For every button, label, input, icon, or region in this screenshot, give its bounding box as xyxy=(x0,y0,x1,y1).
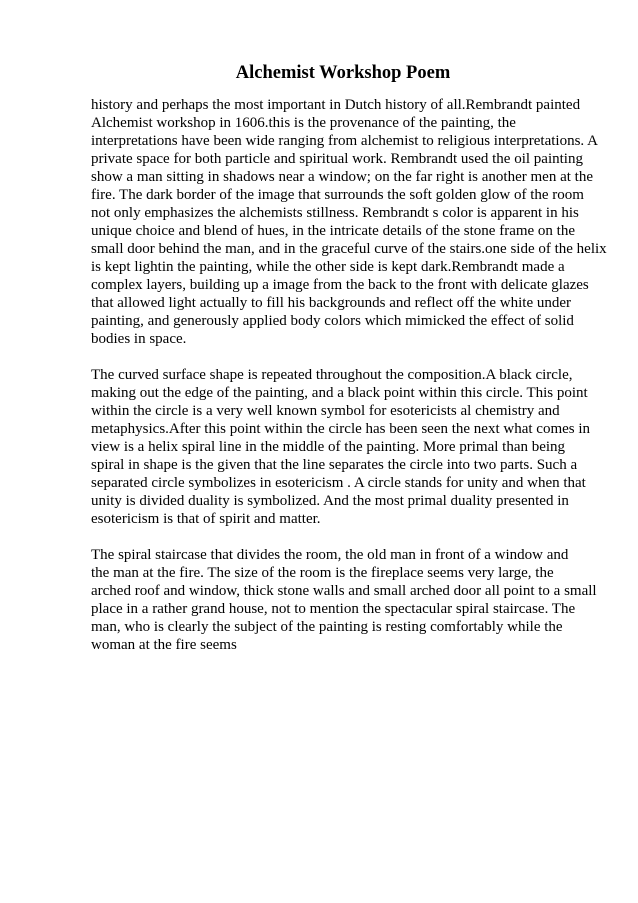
text-line: history and perhaps the most important in Dutch history of all.Rembrandt painted xyxy=(91,97,581,113)
text-line: making out the edge of the painting, and a black point within this circle. This point xyxy=(91,385,588,401)
document-title: Alchemist Workshop Poem xyxy=(235,63,451,83)
text-line: The curved surface shape is repeated throughout the composition.A black circle, xyxy=(91,367,573,383)
document-body xyxy=(91,96,611,672)
text-line: place in a rather grand house, not to mention the spectacular spiral staircase. The xyxy=(91,601,576,617)
text-line: painting, and generously applied body colors which mimicked the effect of solid xyxy=(91,313,574,329)
text-line: woman at the fire seems xyxy=(91,637,237,653)
text-line: interpretations have been wide ranging from alchemist to religious interpretations. A xyxy=(91,133,598,149)
paragraph-2 xyxy=(91,366,611,528)
paragraph-3 xyxy=(91,546,611,654)
paragraph-1 xyxy=(91,96,611,348)
text-line: Alchemist workshop in 1606.this is the provenance of the painting, the xyxy=(91,115,516,131)
text-line: bodies in space. xyxy=(91,331,187,347)
text-line: unique choice and blend of hues, in the intricate details of the stone frame on the xyxy=(91,223,576,239)
text-line: The spiral staircase that divides the room, the old man in front of a window and xyxy=(91,547,569,563)
text-line: esotericism is that of spirit and matter. xyxy=(91,511,321,527)
text-line: fire. The dark border of the image that surrounds the soft golden glow of the room xyxy=(91,187,584,203)
text-line: not only emphasizes the alchemists stillness. Rembrandt s color is apparent in his xyxy=(91,205,579,221)
text-line: arched roof and window, thick stone walls and small arched door all point to a small xyxy=(91,583,597,599)
text-line: view is a helix spiral line in the middle of the painting. More primal than being xyxy=(91,439,566,455)
text-line: complex layers, building up a image from the back to the front with delicate glazes xyxy=(91,277,589,293)
text-line: is kept lightin the painting, while the other side is kept dark.Rembrandt made a xyxy=(91,259,565,275)
text-line: within the circle is a very well known symbol for esotericists al chemistry and xyxy=(91,403,560,419)
text-line: separated circle symbolizes in esotericism . A circle stands for unity and when that xyxy=(91,475,586,491)
text-line: show a man sitting in shadows near a window; on the far right is another men at the xyxy=(91,169,593,185)
text-line: that allowed light actually to fill his backgrounds and reflect off the white under xyxy=(91,295,571,311)
text-line: unity is divided duality is symbolized. And the most primal duality presented in xyxy=(91,493,569,509)
text-line: private space for both particle and spiritual work. Rembrandt used the oil painting xyxy=(91,151,583,167)
text-line: metaphysics.After this point within the circle has been seen the next what comes in xyxy=(91,421,591,437)
text-line: the man at the fire. The size of the room is the fireplace seems very large, the xyxy=(91,565,554,581)
text-line: man, who is clearly the subject of the painting is resting comfortably while the xyxy=(91,619,563,635)
text-line: spiral in shape is the given that the line separates the circle into two parts. Such a xyxy=(91,457,578,473)
text-line: small door behind the man, and in the graceful curve of the stairs.one side of the helix xyxy=(91,241,607,257)
